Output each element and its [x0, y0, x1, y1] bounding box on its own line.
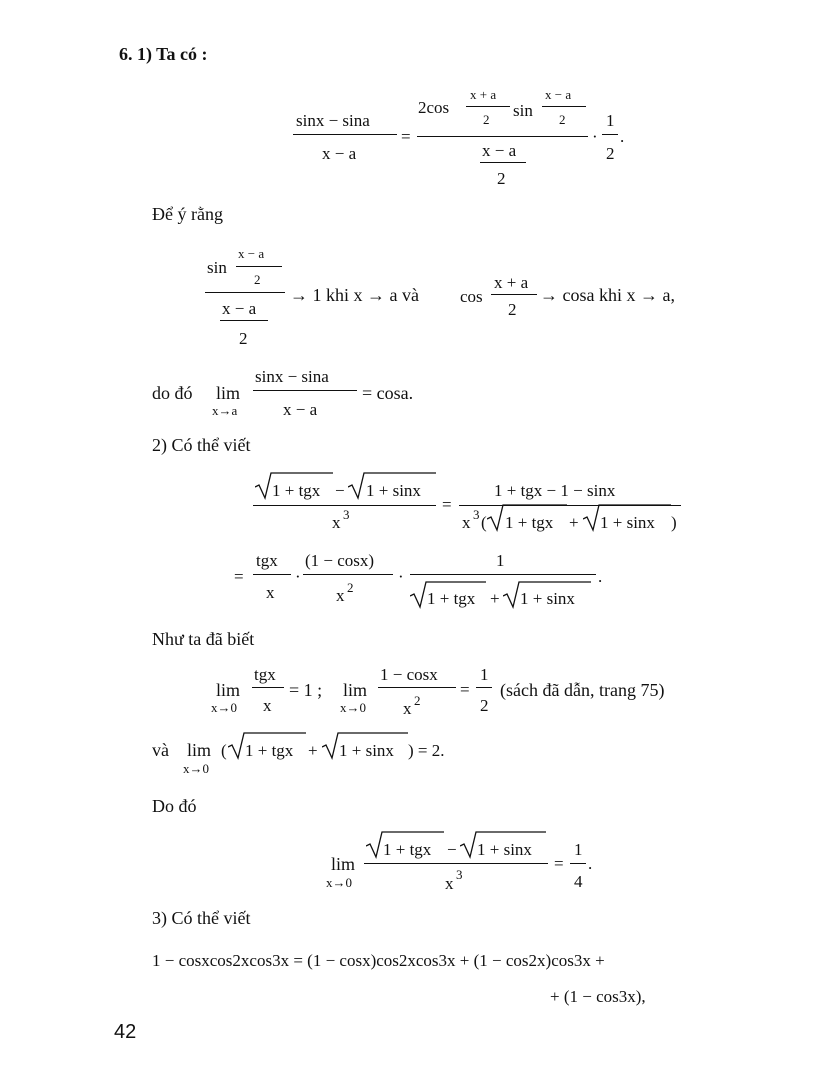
- sqrt-arg: 1 + sinx: [520, 589, 575, 608]
- concl-rhs: = cosa.: [362, 383, 414, 403]
- fraction-bar: [253, 390, 357, 391]
- fraction-bar: [293, 134, 397, 135]
- concl-num: sinx − sina: [255, 367, 329, 386]
- dot: ·: [398, 567, 404, 586]
- minus-sign: −: [335, 481, 345, 500]
- period: .: [620, 127, 625, 146]
- concl-den: x − a: [283, 400, 318, 419]
- den-x: x: [462, 513, 471, 532]
- sqrt-arg: 1 + tgx: [505, 513, 554, 532]
- fraction-bar: [480, 162, 526, 163]
- x-den: x: [336, 586, 345, 605]
- part3-heading: 3) Có thể viết: [152, 908, 251, 928]
- plus-sign: +: [490, 589, 500, 608]
- fraction-bar: [378, 687, 456, 688]
- lim-sub: x→0: [183, 761, 209, 776]
- half-num: 1: [480, 665, 489, 684]
- rhs: ) = 2.: [408, 741, 445, 760]
- x-den: x: [445, 874, 454, 893]
- fraction-bar: [205, 292, 285, 293]
- lim-label: lim: [331, 854, 356, 874]
- plus-sign: +: [308, 741, 318, 760]
- note-text: Để ý rằng: [152, 204, 223, 224]
- half-den: 2: [480, 696, 489, 715]
- fraction-bar: [570, 863, 586, 864]
- fraction-bar: [491, 294, 537, 295]
- sqrt-arg: 1 + sinx: [477, 840, 532, 859]
- big-n2: x − a: [545, 87, 572, 102]
- conclusion-lead: do đó: [152, 383, 193, 403]
- sin-den: x − a: [222, 299, 257, 318]
- lim-sub: x→0: [211, 700, 237, 715]
- part3-line1: 1 − cosxcos2xcos3x = (1 − cosx)cos2xcos3x + (1 − cos2x)cos3x +: [152, 951, 605, 970]
- sqrt-arg: 1 + tgx: [272, 481, 321, 500]
- big-n1: x + a: [470, 87, 497, 102]
- denominator: x: [332, 513, 341, 532]
- minus-sign: −: [447, 840, 457, 859]
- period: .: [588, 854, 593, 873]
- tgx-num: tgx: [254, 665, 276, 684]
- fraction-bar: [542, 106, 586, 107]
- fraction-bar: [236, 266, 282, 267]
- half-den: 2: [606, 144, 615, 163]
- equals-sign: =: [554, 854, 564, 873]
- plus-sign: +: [569, 513, 579, 532]
- so-text: Do đó: [152, 796, 197, 816]
- exponent: 3: [343, 507, 350, 522]
- lim-sub: x→0: [326, 875, 352, 890]
- lim-label: lim: [343, 680, 368, 700]
- equals-sign: =: [401, 127, 411, 146]
- limit-text-2: → cosa khi x → a,: [540, 285, 675, 305]
- fraction-bar: [466, 106, 510, 107]
- lim-label: lim: [216, 383, 241, 403]
- paren: ): [671, 513, 677, 532]
- frac-sin-den: x − a: [322, 144, 357, 163]
- lim-label: lim: [187, 740, 212, 760]
- part2-heading: 2) Có thể viết: [152, 435, 251, 455]
- lim-sub: x→a: [212, 403, 238, 418]
- limit-text-1: → 1 khi x → a và: [290, 285, 419, 305]
- cos-label: cos: [460, 287, 483, 306]
- known-text: Như ta đã biết: [152, 629, 255, 649]
- lim-sub: x→0: [340, 700, 366, 715]
- sqrt-arg: 1 + tgx: [427, 589, 476, 608]
- paren: (: [481, 513, 487, 532]
- dot: ·: [592, 127, 598, 146]
- sqrt-arg: 1 + tgx: [245, 741, 294, 760]
- numerator: 1 + tgx − 1 − sinx: [494, 481, 616, 500]
- page-number: 42: [114, 1021, 137, 1043]
- cos-den: 2: [508, 300, 517, 319]
- tgx-num: tgx: [256, 551, 278, 570]
- dot: ·: [295, 567, 301, 586]
- sin-den2: 2: [239, 329, 248, 348]
- x-den: x: [266, 583, 275, 602]
- sin-label: sin: [207, 258, 227, 277]
- exponent: 2: [347, 580, 354, 595]
- equals-sign: =: [460, 680, 470, 699]
- lim-label: lim: [216, 680, 241, 700]
- exponent: 3: [473, 507, 480, 522]
- sqrt-arg: 1 + sinx: [366, 481, 421, 500]
- big-den2: 2: [497, 169, 506, 188]
- reference-note: (sách đã dẫn, trang 75): [500, 680, 665, 700]
- fraction-bar: [364, 863, 548, 864]
- quarter-num: 1: [574, 840, 583, 859]
- exponent: 2: [414, 693, 421, 708]
- fraction-bar: [303, 574, 393, 575]
- fraction-bar: [253, 574, 291, 575]
- period: .: [598, 567, 603, 586]
- part3-line2: + (1 − cos3x),: [550, 987, 646, 1006]
- cos-num: (1 − cosx): [305, 551, 375, 570]
- sin-inner-den: 2: [254, 272, 261, 287]
- equals-sign: =: [234, 567, 244, 586]
- big-d1: 2: [483, 112, 490, 127]
- cos-num: x + a: [494, 273, 529, 292]
- x-den: x: [403, 699, 412, 718]
- exponent: 3: [456, 867, 463, 882]
- sqrt-arg: 1 + sinx: [600, 513, 655, 532]
- sin-inner-num: x − a: [238, 246, 265, 261]
- cos-num: 1 − cosx: [380, 665, 438, 684]
- sqrt-arg: 1 + sinx: [339, 741, 394, 760]
- fraction-bar: [476, 687, 492, 688]
- one-num: 1: [496, 551, 505, 570]
- quarter-den: 4: [574, 872, 583, 891]
- big-mid: sin: [513, 101, 533, 120]
- big-d2: 2: [559, 112, 566, 127]
- half-num: 1: [606, 111, 615, 130]
- fraction-bar: [252, 687, 284, 688]
- frac-sin-num: sinx − sina: [296, 111, 370, 130]
- fraction-bar: [602, 134, 618, 135]
- big-den: x − a: [482, 141, 517, 160]
- and-word: và: [152, 740, 169, 760]
- sqrt-arg: 1 + tgx: [383, 840, 432, 859]
- fraction-bar: [417, 136, 588, 137]
- equals-sign: =: [442, 495, 452, 514]
- fraction-bar: [410, 574, 596, 575]
- x-den: x: [263, 696, 272, 715]
- big-lead: 2cos: [418, 98, 450, 117]
- fraction-bar: [220, 320, 268, 321]
- problem-heading: 6. 1) Ta có :: [119, 44, 208, 64]
- eq-one: = 1 ;: [289, 680, 323, 700]
- paren: (: [221, 741, 227, 760]
